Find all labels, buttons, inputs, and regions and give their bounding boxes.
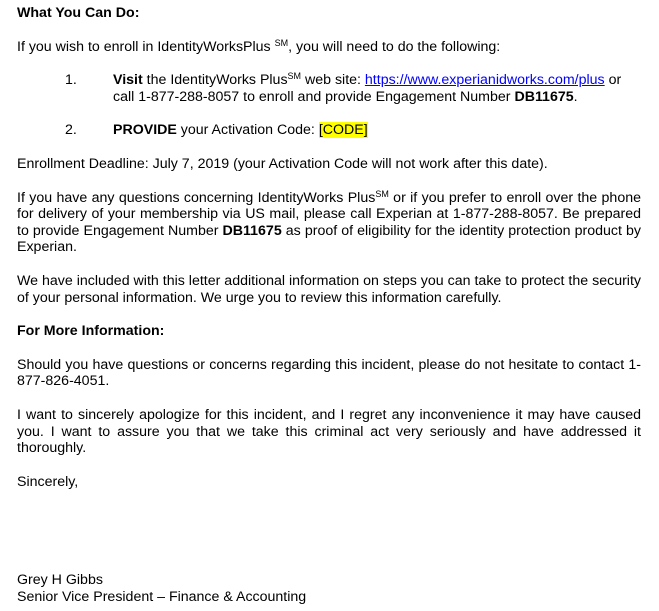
step-text-d: . <box>573 88 578 105</box>
signer-name: Grey H Gibbs <box>17 572 103 589</box>
contact-paragraph: Should you have questions or concerns regarding this incident, please do not hesitate to contact 1-877-826-4051. <box>17 356 641 390</box>
signature-space <box>17 507 641 572</box>
service-mark: SM <box>274 37 289 48</box>
experian-plus-link[interactable]: https://www.experianidworks.com/plus <box>364 72 605 89</box>
questions-text-b: or if you prefer to enroll over the phone for delivery of your membership via US mail, please call Experian at 1-877-288-8057. Be prepared to provide Engagement Number <box>17 189 641 239</box>
enroll-intro <box>17 39 641 56</box>
questions-paragraph <box>17 190 641 256</box>
step-text-b: web site: <box>301 72 365 89</box>
step-number: 1. <box>65 72 77 89</box>
step-text-a: your Activation Code: <box>176 122 319 139</box>
step-lead: Visit <box>113 72 143 89</box>
engagement-number: DB11675 <box>514 88 574 105</box>
apology-paragraph: I want to sincerely apologize for this incident, and I regret any inconvenience it may have caused you. I want to assure you that we take this criminal act very seriously and have addressed it thoroughly. <box>17 406 641 457</box>
engagement-number: DB11675 <box>222 222 282 239</box>
enroll-intro-text-b: , you will need to do the following: <box>288 38 501 55</box>
questions-text-a: If you have any questions concerning IdentityWorks Plus <box>17 189 376 206</box>
service-mark: SM <box>375 188 389 199</box>
questions-text-c: as proof of eligibility for the identity protection product by Experian. <box>17 222 641 256</box>
step-body <box>113 122 641 139</box>
enroll-intro-text-a: If you wish to enroll in IdentityWorksPlus <box>17 38 275 55</box>
step-number: 2. <box>65 122 77 139</box>
salutation: Sincerely, <box>17 473 79 490</box>
enroll-step-2 <box>17 122 641 139</box>
section-heading-more-info: For More Information: <box>17 323 165 340</box>
step-body <box>113 72 641 105</box>
signer-title: Senior Vice President – Finance & Accounting <box>17 588 307 605</box>
enroll-step-1 <box>17 72 641 105</box>
included-info-paragraph: We have included with this letter additional information on steps you can take to protect the security of your personal information. We urge you to review this information carefully. <box>17 272 641 306</box>
enrollment-deadline: Enrollment Deadline: July 7, 2019 (your Activation Code will not work after this date). <box>17 155 548 172</box>
step-text-c: or call 1-877-288-8057 to enroll and provide Engagement Number <box>113 72 622 105</box>
step-lead: PROVIDE <box>113 122 177 139</box>
section-heading-what-you-can-do: What You Can Do: <box>17 5 140 21</box>
step-text-a: the IdentityWorks Plus <box>142 72 288 89</box>
enroll-steps-list <box>17 72 641 139</box>
service-mark: SM <box>287 71 302 82</box>
activation-code: [CODE] <box>318 122 368 139</box>
letter-body <box>17 5 641 605</box>
